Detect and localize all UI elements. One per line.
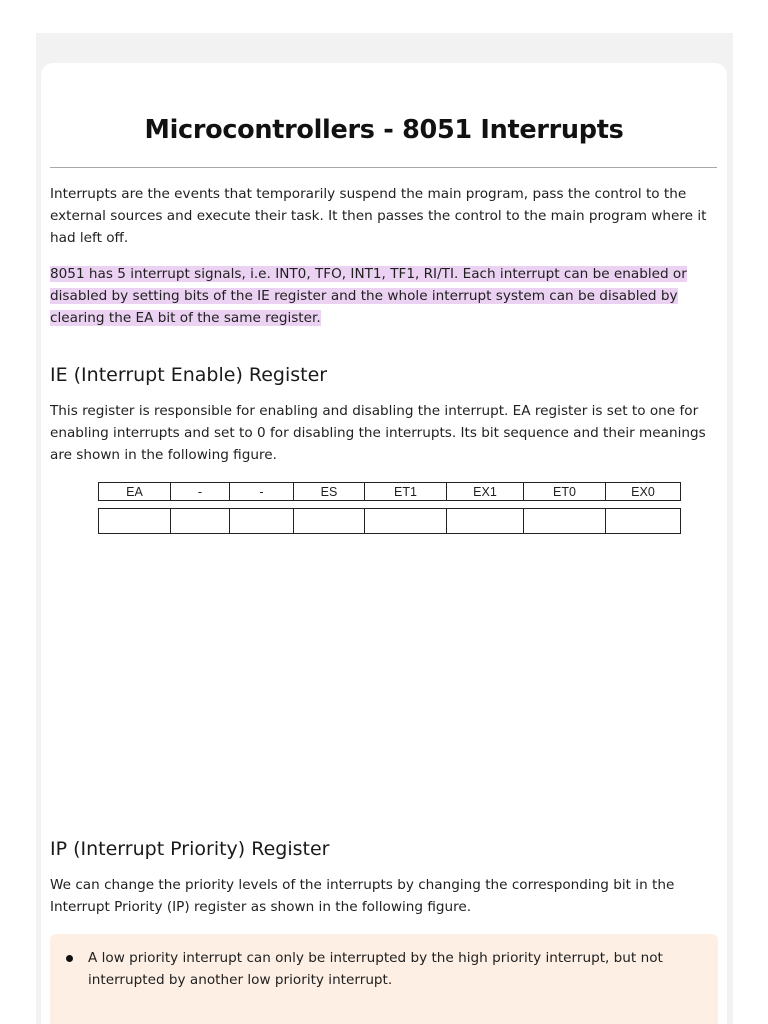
page-title: Microcontrollers - 8051 Interrupts — [144, 115, 624, 145]
bullet-icon — [66, 955, 73, 962]
ie-section-heading: IE (Interrupt Enable) Register — [50, 364, 328, 386]
ie-register-value-row — [99, 509, 681, 534]
ie-bit-cell — [606, 509, 681, 534]
intro-paragraph: Interrupts are the events that temporarily suspend the main program, pass the control to the external sources and execute their task. It then passes the control to the main program where it had left off. — [50, 186, 707, 246]
ie-bit-label: - — [171, 483, 230, 501]
ie-bit-cell — [171, 509, 230, 534]
title-divider — [50, 167, 717, 168]
article-card — [41, 63, 727, 1024]
ie-bit-cell — [447, 509, 524, 534]
note-box — [50, 934, 718, 1024]
highlighted-paragraph — [50, 263, 718, 329]
ie-bit-label: ET0 — [524, 483, 606, 501]
note-text: A low priority interrupt can only be interrupted by the high priority interrupt, but not interrupted by another low priority interrupt. — [88, 950, 663, 988]
ie-register-figure — [98, 482, 681, 534]
page-background — [36, 33, 733, 1024]
ie-bit-cell — [524, 509, 606, 534]
highlighted-text: 8051 has 5 interrupt signals, i.e. INT0, TFO, INT1, TF1, RI/TI. Each interrupt can be enabled or disabled by setting bits of the IE register and the whole interrupt system can be disabled by clearing the EA bit of the same register. — [50, 266, 687, 326]
ie-bit-cell — [230, 509, 294, 534]
ie-bit-label: EX1 — [447, 483, 524, 501]
list-item — [88, 947, 688, 991]
ie-bit-label: EX0 — [606, 483, 681, 501]
ie-bit-label: EA — [99, 483, 171, 501]
ip-section-text: We can change the priority levels of the interrupts by changing the corresponding bit in the Interrupt Priority (IP) register as shown in the following figure. — [50, 877, 675, 915]
ie-bit-label: ES — [294, 483, 365, 501]
ie-bit-cell — [294, 509, 365, 534]
ip-section-heading: IP (Interrupt Priority) Register — [50, 838, 330, 860]
ie-register-labels-row — [99, 483, 681, 501]
ie-bit-label: - — [230, 483, 294, 501]
ie-bit-cell — [99, 509, 171, 534]
ie-section-text: This register is responsible for enabling and disabling the interrupt. EA register is set to one for enabling interrupts and set to 0 for disabling the interrupts. Its bit sequence and their meanings are shown in the following figure. — [50, 403, 706, 463]
ie-bit-label: ET1 — [365, 483, 447, 501]
ie-bit-cell — [365, 509, 447, 534]
